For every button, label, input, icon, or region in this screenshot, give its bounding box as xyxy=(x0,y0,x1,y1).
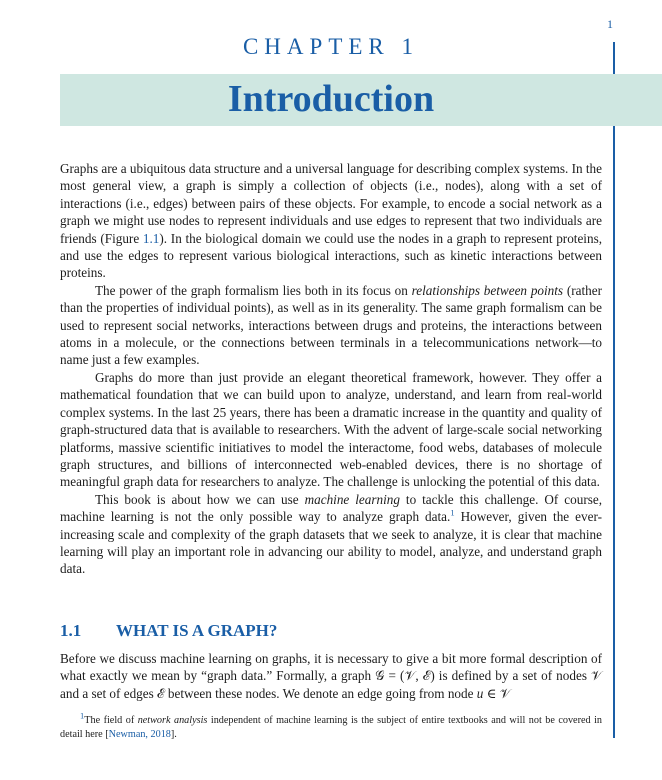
text-run: ). In the biological domain we could use the nodes in a graph to represent proteins, and use the edges to represent various biological interactions, such as kinetic interactions between proteins. xyxy=(60,230,602,281)
page-number: 1 xyxy=(607,17,613,31)
emphasis-text: relationships between points xyxy=(411,282,564,298)
reference-link[interactable]: Newman, 2018 xyxy=(108,729,171,740)
text-run: ]. xyxy=(170,729,177,740)
paragraph xyxy=(60,369,602,491)
body-text xyxy=(60,160,602,578)
text-run: Graphs are a ubiquitous data structure and a universal language for describing complex systems. In the most general view, a graph is simply a collection of objects (i.e., nodes), along with a set of interactions (i.e., edges) between pairs of these objects. For example, to encode a social network as a graph we might use nodes to represent individuals and use edges to represent that two individuals are friends (Figure xyxy=(60,161,602,246)
text-run: ∈ 𝒱 xyxy=(483,685,511,701)
section-title: WHAT IS A GRAPH? xyxy=(116,621,278,640)
margin-rule xyxy=(613,126,615,738)
text-run: This book is about how we can use xyxy=(95,491,305,507)
paragraph xyxy=(60,160,602,282)
section-heading xyxy=(60,621,602,641)
emphasis-text: machine learning xyxy=(304,491,400,507)
emphasis-text: u xyxy=(476,685,484,701)
footnote-text xyxy=(60,710,602,742)
paragraph xyxy=(60,282,602,369)
chapter-label: CHAPTER 1 xyxy=(242,34,420,59)
text-run: to tackle this challenge. Of course, machine learning is not the only possible way to analyze graph data. xyxy=(60,491,602,525)
reference-link[interactable]: 1.1 xyxy=(142,230,160,246)
text-run: Graphs do more than just provide an elegant theoretical framework, however. They offer a mathematical foundation that we can build upon to analyze, understand, and learn from real-world complex systems. In the last 25 years, there has been a dramatic increase in the quantity and quality of graph-structured data that is available to researchers. With the advent of large-scale social networking platforms, massive scientific initiatives to model the interactome, food webs, databases of molecule graph structures, and billions of interconnected web-enabled devices, there is no shortage of meaningful graph data for researchers to analyze. The challenge is unlocking the potential of this data. xyxy=(60,369,602,490)
footnote-marker: 1 xyxy=(80,710,85,721)
footnote-marker: 1 xyxy=(450,507,455,518)
text-run: However, given the ever-increasing scale and complexity of the graph datasets that we seek to analyze, it is clear that machine learning will play an important role in advancing our ability to model, analyze, and understand graph data. xyxy=(60,509,602,577)
emphasis-text: network analysis xyxy=(137,715,208,726)
margin-rule-top xyxy=(613,42,615,74)
paragraph xyxy=(60,491,602,578)
text-run: The field of xyxy=(84,715,138,726)
chapter-title: Introduction xyxy=(227,78,435,120)
section-text xyxy=(60,650,602,702)
text-run: Before we discuss machine learning on graphs, it is necessary to give a bit more formal description of what exactly we mean by “graph data.” Formally, a graph 𝒢 = (𝒱, ℰ) is defined by a set of nodes 𝒱 and a set of edges ℰ between these nodes. We denote an edge going from node xyxy=(60,651,602,701)
section-number: 1.1 xyxy=(60,621,82,640)
section-paragraph xyxy=(60,650,602,702)
text-run: independent of machine learning is the subject of entire textbooks and will not be covered in detail here [ xyxy=(60,715,602,740)
text-run: (rather than the properties of individual points), as well as in its generality. The same graph formalism can be used to represent social networks, interactions between drugs and proteins, the interactions between atoms in a molecule, or the connections between terminals in a telecommunications network—to name just a few examples. xyxy=(60,282,603,368)
footnote xyxy=(60,710,602,742)
text-run: The power of the graph formalism lies both in its focus on xyxy=(95,282,412,298)
